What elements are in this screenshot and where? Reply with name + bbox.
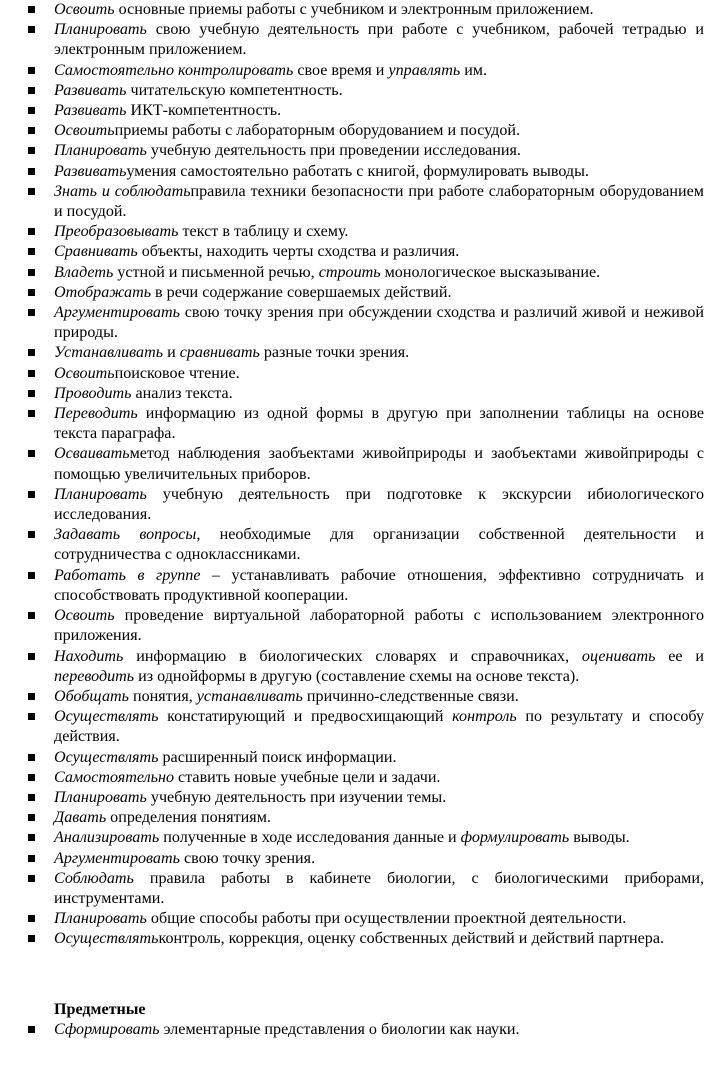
square-bullet-icon [28, 248, 35, 255]
item-verb: Владеть [54, 263, 114, 281]
square-bullet-icon [28, 572, 35, 579]
item-verb: Осваивать [54, 445, 130, 463]
square-bullet-icon [28, 6, 35, 13]
list-item [28, 788, 704, 808]
item-text: информацию в биологических словарях и справочниках, [123, 647, 582, 665]
list-item [28, 869, 704, 909]
square-bullet-icon [28, 794, 35, 801]
list-item [28, 929, 704, 949]
item-text: выводы. [569, 829, 630, 847]
square-bullet-icon [28, 309, 35, 316]
document-page [28, 0, 704, 1040]
square-bullet-icon [28, 107, 35, 114]
list-item [28, 242, 704, 262]
item-text: полученные в ходе исследования данные и [159, 829, 461, 847]
item-text: ИКТ-компетентность. [126, 102, 282, 120]
square-bullet-icon [28, 450, 35, 457]
list-item [28, 808, 704, 828]
item-verb: Аргументировать [54, 849, 180, 867]
item-text: расширенный поиск информации. [158, 748, 397, 766]
item-verb: Преобразовывать [54, 223, 179, 241]
item-text: правила техники безопасности при работе слабораторным оборудованием и посудой. [54, 182, 704, 221]
square-bullet-icon [28, 834, 35, 841]
item-text: учебную деятельность при изучении темы. [146, 788, 447, 806]
item-verb: Развивать [54, 102, 127, 120]
item-text: устной и письменной речью, [113, 263, 319, 281]
item-text: метод наблюдения заобъектами живойприроды и заобъектами живойприроды с помощью увеличительных приборов. [54, 445, 704, 483]
item-verb: устанавливать [196, 687, 303, 705]
list-item [28, 222, 704, 242]
item-verb: Осуществлять [54, 708, 159, 726]
item-verb: Планировать [54, 21, 147, 39]
item-text: понятия, [128, 687, 197, 705]
square-bullet-icon [28, 693, 35, 700]
list-item [28, 525, 704, 565]
item-text: анализ текста. [131, 384, 233, 402]
item-verb: контроль [452, 708, 517, 726]
square-bullet-icon [28, 491, 35, 498]
list-item [28, 303, 704, 343]
item-text: текст в таблицу и схему. [178, 223, 349, 241]
item-verb: Осуществлять [54, 748, 159, 766]
square-bullet-icon [28, 269, 35, 276]
item-text: необходимые для организации собственной деятельности и сотрудничества с одноклассниками. [54, 526, 704, 564]
item-verb: формулировать [460, 829, 570, 847]
list-item [28, 768, 704, 788]
item-text: причинно-следственные связи. [302, 687, 519, 705]
square-bullet-icon [28, 188, 35, 195]
list-item [28, 1020, 704, 1040]
item-verb: Анализировать [54, 829, 160, 847]
list-item [28, 707, 704, 747]
item-verb: Планировать [54, 142, 147, 160]
item-text: основные приемы работы с учебником и электронным приложением. [114, 1, 594, 18]
list-item [28, 748, 704, 768]
square-bullet-icon [28, 935, 35, 942]
list-item [28, 828, 704, 848]
square-bullet-icon [28, 915, 35, 922]
square-bullet-icon [28, 875, 35, 882]
item-verb: Переводить [54, 405, 138, 423]
item-text: умения самостоятельно работать с книгой, формулировать выводы. [126, 162, 589, 180]
list-item [28, 343, 704, 363]
item-verb: Отображать [54, 283, 152, 301]
item-text: приемы работы с лабораторным оборудованием и посудой. [114, 122, 521, 140]
item-text: по результату и способу действия. [54, 708, 704, 746]
item-verb: Знать и соблюдать [54, 182, 191, 200]
item-text: учебную деятельность при подготовке к экскурсии ибиологического исследования. [54, 485, 704, 524]
list-item [28, 61, 704, 81]
item-verb: строить [318, 263, 381, 281]
item-verb: Сравнивать [54, 243, 138, 261]
list-item [28, 444, 704, 484]
item-text: и [163, 344, 180, 362]
item-verb: Планировать [54, 485, 147, 503]
item-verb: Аргументировать [54, 304, 180, 322]
item-text: им. [460, 61, 488, 79]
item-text: общие способы работы при осуществлении проектной деятельности. [146, 910, 627, 928]
square-bullet-icon [28, 653, 35, 660]
item-verb: оценивать [581, 647, 656, 665]
section-heading: Предметные [54, 1000, 146, 1018]
list-item [28, 566, 704, 606]
item-verb: Развивать [54, 81, 127, 99]
item-verb: переводить [54, 667, 135, 685]
list-item [28, 101, 704, 121]
item-verb: Освоить [54, 364, 115, 382]
subject-results-list [28, 1020, 704, 1040]
square-bullet-icon [28, 26, 35, 33]
item-text: свою точку зрения. [179, 849, 316, 867]
item-text: проведение виртуальной лабораторной работы с использованием электронного приложения. [54, 607, 704, 645]
square-bullet-icon [28, 168, 35, 175]
square-bullet-icon [28, 147, 35, 154]
list-item [28, 404, 704, 444]
square-bullet-icon [28, 289, 35, 296]
square-bullet-icon [28, 349, 35, 356]
item-verb: Задавать вопросы, [54, 526, 201, 544]
item-text: свое время и [293, 61, 389, 79]
item-verb: Обобщать [54, 687, 129, 705]
item-text: объекты, находить черты сходства и различия. [137, 243, 460, 261]
list-item [28, 384, 704, 404]
item-text: – устанавливать рабочие отношения, эффективно сотрудничать и способствовать продуктивной кооперации. [54, 566, 704, 604]
item-text: читательскую компетентность. [126, 81, 343, 99]
item-verb: Работать в группе [54, 566, 201, 584]
item-verb: Освоить [54, 1, 115, 18]
item-text: из однойформы в другую (составление схемы на основе текста). [134, 667, 580, 685]
item-text: констатирующий и предвосхищающий [158, 708, 453, 726]
list-item [28, 283, 704, 303]
square-bullet-icon [28, 127, 35, 134]
item-text: элементарные представления о биологии как науки. [159, 1020, 520, 1038]
item-verb: сравнивать [179, 344, 260, 362]
item-text: в речи содержание совершаемых действий. [151, 283, 452, 301]
square-bullet-icon [28, 713, 35, 720]
list-item [28, 909, 704, 929]
list-item [28, 162, 704, 182]
item-text: учебную деятельность при проведении исследования. [146, 142, 521, 160]
list-item [28, 485, 704, 525]
item-verb: Развивать [54, 162, 127, 180]
item-verb: Освоить [54, 122, 115, 140]
item-verb: Давать [54, 809, 107, 827]
item-verb: Осуществлять [54, 930, 159, 948]
item-text: правила работы в кабинете биологии, с биологическими приборами, инструментами. [54, 869, 704, 907]
list-item [28, 647, 704, 687]
square-bullet-icon [28, 612, 35, 619]
item-text: ставить новые учебные цели и задачи. [174, 768, 441, 786]
list-item [28, 182, 704, 222]
list-item [28, 20, 704, 60]
list-item [28, 364, 704, 384]
competency-list [28, 0, 704, 950]
item-verb: Сформировать [54, 1020, 160, 1038]
item-text: свою учебную деятельность при работе с учебником, рабочей тетрадью и электронным приложением. [54, 21, 704, 59]
list-item [28, 121, 704, 141]
square-bullet-icon [28, 370, 35, 377]
item-verb: Устанавливать [54, 344, 164, 362]
item-text: монологическое высказывание. [380, 263, 601, 281]
square-bullet-icon [28, 410, 35, 417]
item-text: информацию из одной формы в другую при заполнении таблицы на основе текста параграфа. [54, 405, 704, 443]
item-verb: Соблюдать [54, 869, 134, 887]
square-bullet-icon [28, 390, 35, 397]
square-bullet-icon [28, 87, 35, 94]
square-bullet-icon [28, 814, 35, 821]
item-text: свою точку зрения при обсуждении сходства и различий живой и неживой природы. [54, 304, 704, 342]
square-bullet-icon [28, 67, 35, 74]
list-item [28, 606, 704, 646]
item-verb: Самостоятельно [54, 768, 175, 786]
item-text: поисковое чтение. [114, 364, 240, 382]
item-verb: Находить [54, 647, 124, 665]
square-bullet-icon [28, 855, 35, 862]
list-item [28, 849, 704, 869]
item-verb: Планировать [54, 910, 147, 928]
item-verb: управлять [388, 61, 461, 79]
item-verb: Освоить [54, 607, 115, 625]
square-bullet-icon [28, 228, 35, 235]
list-item [28, 81, 704, 101]
item-text: контроль, коррекция, оценку собственных действий и действий партнера. [158, 930, 665, 948]
item-text: определения понятиям. [106, 809, 271, 827]
square-bullet-icon [28, 531, 35, 538]
list-item [28, 0, 704, 20]
item-verb: Проводить [54, 384, 132, 402]
list-item [28, 263, 704, 283]
list-item [28, 687, 704, 707]
square-bullet-icon [28, 774, 35, 781]
item-verb: Планировать [54, 788, 147, 806]
list-item [28, 141, 704, 161]
square-bullet-icon [28, 1026, 35, 1033]
item-text: разные точки зрения. [259, 344, 410, 362]
item-verb: Самостоятельно контролировать [54, 61, 294, 79]
item-text: ее и [655, 647, 704, 665]
square-bullet-icon [28, 754, 35, 761]
